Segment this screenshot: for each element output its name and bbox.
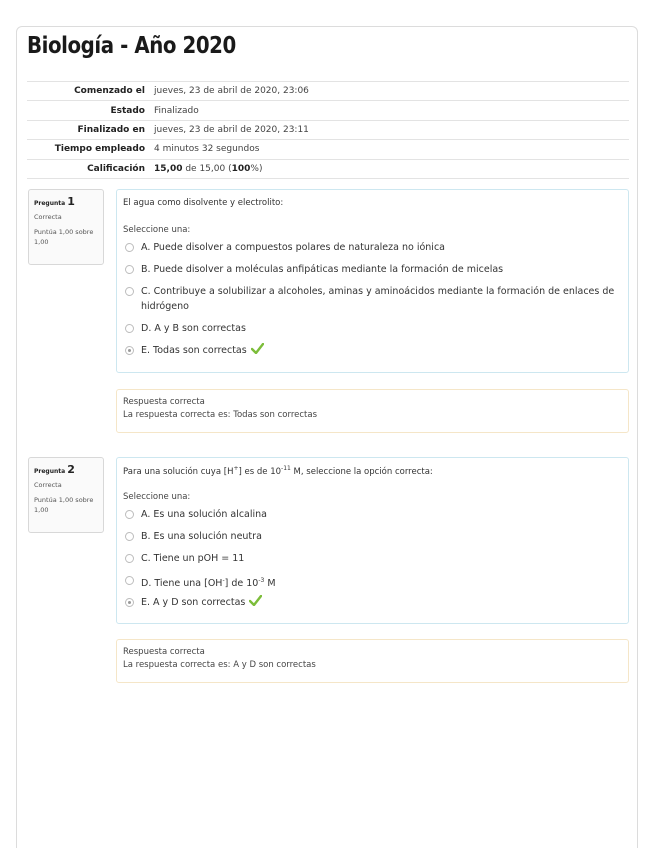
radio-button[interactable] xyxy=(125,532,134,541)
question-text xyxy=(123,465,433,477)
radio-button[interactable] xyxy=(125,265,134,274)
grade-close: ) xyxy=(258,163,263,174)
question-text: El agua como disolvente y electrolito: xyxy=(123,198,284,208)
question-info-1 xyxy=(28,189,104,265)
page-title: Biología - Año 2020 xyxy=(27,33,236,59)
feedback-box-1 xyxy=(116,389,629,433)
answer-option-e[interactable] xyxy=(125,343,615,358)
summary-key: Estado xyxy=(27,101,150,120)
option-text-part: M xyxy=(264,578,276,590)
summary-row-started xyxy=(27,82,629,101)
question-text-sup: + xyxy=(233,465,239,472)
option-label: A. Es una solución alcalina xyxy=(141,509,267,520)
summary-row-time xyxy=(27,140,629,159)
grade-value: 15,00 xyxy=(154,163,183,174)
radio-button[interactable] xyxy=(125,576,134,585)
answer-option-d[interactable] xyxy=(125,573,615,591)
option-label: C. Tiene un pOH = 11 xyxy=(141,553,245,564)
question-label: Pregunta xyxy=(34,200,66,207)
feedback-answer: La respuesta correcta es: Todas son correctas xyxy=(123,410,317,420)
question-number: 1 xyxy=(67,195,75,208)
checkmark-icon xyxy=(251,343,264,354)
question-text-part: Para una solución cuya [H xyxy=(123,466,234,477)
question-text-sup: -11 xyxy=(281,465,291,472)
answer-option-d[interactable] xyxy=(125,321,615,336)
summary-row-state xyxy=(27,101,629,120)
option-label: B. Es una solución neutra xyxy=(141,531,262,542)
question-label: Pregunta xyxy=(34,468,66,475)
option-label: C. Contribuye a solubilizar a alcoholes, aminas y aminoácidos mediante la formación de enlaces de hidrógeno xyxy=(141,286,615,312)
radio-button[interactable] xyxy=(125,243,134,252)
summary-key: Comenzado el xyxy=(27,82,150,101)
summary-key: Calificación xyxy=(27,159,150,178)
option-label: D. A y B son correctas xyxy=(141,323,246,334)
question-box-1 xyxy=(116,189,629,373)
answer-option-b[interactable] xyxy=(125,262,615,277)
feedback-answer: La respuesta correcta es: A y D son correctas xyxy=(123,660,316,670)
summary-key: Tiempo empleado xyxy=(27,140,150,159)
answer-option-b[interactable] xyxy=(125,529,615,544)
answer-option-a[interactable] xyxy=(125,240,615,255)
summary-value xyxy=(150,159,629,178)
answer-prompt: Seleccione una: xyxy=(123,225,191,235)
feedback-title: Respuesta correcta xyxy=(123,647,205,657)
summary-value: jueves, 23 de abril de 2020, 23:11 xyxy=(150,120,629,139)
question-text-part: M, seleccione la opción correcta: xyxy=(290,466,433,477)
summary-value: 4 minutos 32 segundos xyxy=(150,140,629,159)
option-label xyxy=(141,573,276,591)
question-state: Correcta xyxy=(34,481,62,489)
option-label: A. Puede disolver a compuestos polares de naturaleza no iónica xyxy=(141,242,445,253)
option-text-sup: -3 xyxy=(258,577,265,584)
question-box-2 xyxy=(116,457,629,624)
radio-button[interactable] xyxy=(125,510,134,519)
grade-percent: 100 xyxy=(231,163,251,174)
question-state: Correcta xyxy=(34,213,62,221)
answer-option-c[interactable] xyxy=(125,284,615,314)
attempt-summary-table xyxy=(27,81,629,179)
radio-button[interactable] xyxy=(125,554,134,563)
radio-button[interactable] xyxy=(125,324,134,333)
answer-option-e[interactable] xyxy=(125,595,615,610)
radio-button-selected[interactable] xyxy=(125,346,134,355)
question-info-2 xyxy=(28,457,104,533)
question-text-part: ] es de 10 xyxy=(238,466,282,477)
option-label: B. Puede disolver a moléculas anfipáticas mediante la formación de micelas xyxy=(141,264,504,275)
summary-key: Finalizado en xyxy=(27,120,150,139)
checkmark-icon xyxy=(249,595,262,606)
answer-prompt: Seleccione una: xyxy=(123,492,191,502)
question-mark: Puntúa 1,00 sobre 1,00 xyxy=(34,228,94,246)
summary-row-finished xyxy=(27,120,629,139)
radio-button[interactable] xyxy=(125,287,134,296)
grade-pct-sign: % xyxy=(250,163,259,174)
option-text-part: D. Tiene una [OH xyxy=(141,578,223,590)
question-mark: Puntúa 1,00 sobre 1,00 xyxy=(34,496,94,514)
feedback-box-2 xyxy=(116,639,629,683)
question-number: 2 xyxy=(67,463,75,476)
summary-row-grade xyxy=(27,159,629,178)
summary-value: jueves, 23 de abril de 2020, 23:06 xyxy=(150,82,629,101)
answer-option-c[interactable] xyxy=(125,551,615,566)
summary-value: Finalizado xyxy=(150,101,629,120)
radio-button-selected[interactable] xyxy=(125,598,134,607)
grade-of: de 15,00 ( xyxy=(182,163,232,174)
page-card xyxy=(16,26,638,848)
feedback-title: Respuesta correcta xyxy=(123,397,205,407)
option-text-part: ] de 10 xyxy=(224,578,259,590)
answer-option-a[interactable] xyxy=(125,507,615,522)
option-text-sup: - xyxy=(222,577,225,584)
option-label: E. Todas son correctas xyxy=(141,345,247,356)
option-label: E. A y D son correctas xyxy=(141,597,246,608)
